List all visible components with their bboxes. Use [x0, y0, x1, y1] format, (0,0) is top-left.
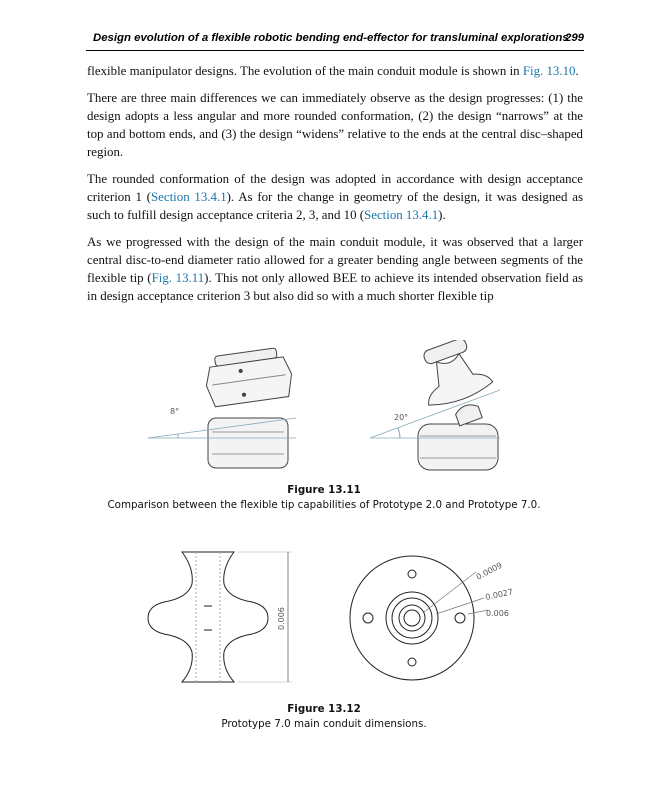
- paragraph-text: ). This not only allowed BEE to achieve its intended observation field as in design acceptance criterion 3 but also did so with a much shorter flexible tip: [87, 271, 584, 303]
- paragraph-text: flexible manipulator designs. The evolution of the main conduit module is shown in: [87, 64, 523, 78]
- running-head: [86, 30, 584, 51]
- running-head-title: Design evolution of a flexible robotic bending end-effector for transluminal explorations: [93, 32, 569, 44]
- section-link[interactable]: Section 13.4.1: [364, 208, 439, 222]
- paragraph-text: .: [575, 64, 579, 78]
- paragraph-4: [87, 233, 583, 305]
- figure-13-12-image: [0, 540, 648, 700]
- paragraph-text: ).: [438, 208, 446, 222]
- figure-13-11-image: [0, 340, 648, 480]
- figure-13-12-caption: [0, 703, 648, 730]
- figure-number: Figure 13.11: [287, 484, 361, 496]
- figure-link[interactable]: Fig. 13.10: [522, 64, 576, 78]
- dimension-c: 0.006: [486, 609, 509, 618]
- paragraph-2: There are three main differences we can immediately observe as the design progresses: (1) the design adopts a less angular and more rounded conformation, (2) the design “narrows” at the top and bottom ends, and (3) the design “widens” relative to the ends at the central disc–shaped region.: [87, 91, 583, 159]
- angle-label-left: 8°: [170, 407, 180, 416]
- figure-caption-text: Prototype 7.0 main conduit dimensions.: [221, 718, 427, 730]
- top-view-drawing: [350, 556, 488, 680]
- figure-number: Figure 13.12: [287, 703, 361, 715]
- prototype-7-drawing: [370, 340, 503, 470]
- body-text: [87, 62, 583, 314]
- figure-caption-text: Comparison between the flexible tip capabilities of Prototype 2.0 and Prototype 7.0.: [107, 499, 541, 511]
- paragraph-text: ). As for the change in geometry of the design, it was designed as such to fulfill design acceptance criteria 2, 3, and 10 (: [87, 190, 583, 222]
- side-view-drawing: [148, 552, 292, 682]
- dimension-b: 0.0027: [484, 587, 514, 602]
- figure-link[interactable]: Fig. 13.11: [151, 271, 205, 285]
- paragraph-text: As we progressed with the design of the main conduit module, it was observed that a larger central disc-to-end diameter ratio allowed for a greater bending angle between segments of the flexible tip (: [87, 235, 583, 285]
- section-link[interactable]: Section 13.4.1: [150, 190, 227, 204]
- paragraph-3: [87, 170, 583, 224]
- page-number: 299: [564, 32, 584, 44]
- height-dimension: 0.006: [277, 607, 286, 630]
- paragraph-text: The rounded conformation of the design was adopted in accordance with design acceptance criterion 1 (: [87, 172, 583, 204]
- dimension-a: 0.0009: [474, 560, 504, 582]
- angle-label-right: 20°: [394, 413, 409, 422]
- paragraph-1: [87, 62, 583, 80]
- figure-13-11-caption: [0, 484, 648, 511]
